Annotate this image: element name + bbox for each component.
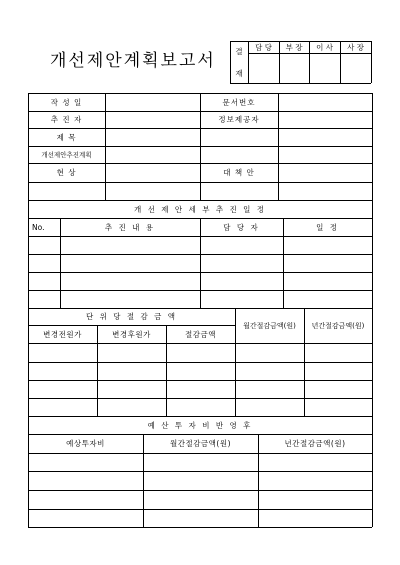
label-improvement-plan: 개선제안추진계획 [41,151,92,159]
approval-header-dept-head: 부 장 [285,42,303,52]
cost-header-monthly: 월간절감금액(원) [243,321,296,330]
schedule-section-title: 개 선 제 안 세 부 추 진 일 정 [134,204,266,214]
document-title: 개선제안계획보고서 [50,51,216,71]
approval-header-president: 사 장 [347,42,364,52]
approval-label-bottom: 재 [235,68,243,78]
cost-header-saving: 절감금액 [185,329,216,339]
budget-header-monthly: 월간절감금액(원) [169,439,232,448]
schedule-header-no: No. [32,222,45,232]
label-promoter: 추 진 자 [50,115,83,124]
label-document-number: 문서번호 [222,97,256,107]
label-current-status: 현 상 [56,168,77,177]
approval-label-top: 결 [235,46,243,56]
schedule-header-date: 일 정 [316,222,339,232]
schedule-header-content: 추 진 내 용 [104,222,156,232]
label-date-written: 작 성 일 [50,97,83,107]
budget-header-yearly: 년간절감금액(원) [284,439,346,448]
cost-header-yearly: 년간절감금액(원) [311,321,365,330]
label-info-provider: 정보제공자 [218,115,260,124]
approval-header-director: 이 사 [316,42,333,52]
cost-group-title: 단 위 당 절 감 금 액 [85,312,178,321]
approval-header-manager: 담 당 [255,42,272,52]
budget-header-investment: 예상투자비 [66,439,105,448]
budget-section-title: 예 산 투 자 비 반 영 후 [147,420,253,430]
schedule-header-owner: 담 당 자 [223,222,260,232]
label-subject: 제 목 [56,132,77,142]
cost-header-after: 변경후원가 [112,329,151,339]
label-countermeasure: 대 책 안 [223,168,255,177]
cost-header-before: 변경전원가 [43,329,82,339]
